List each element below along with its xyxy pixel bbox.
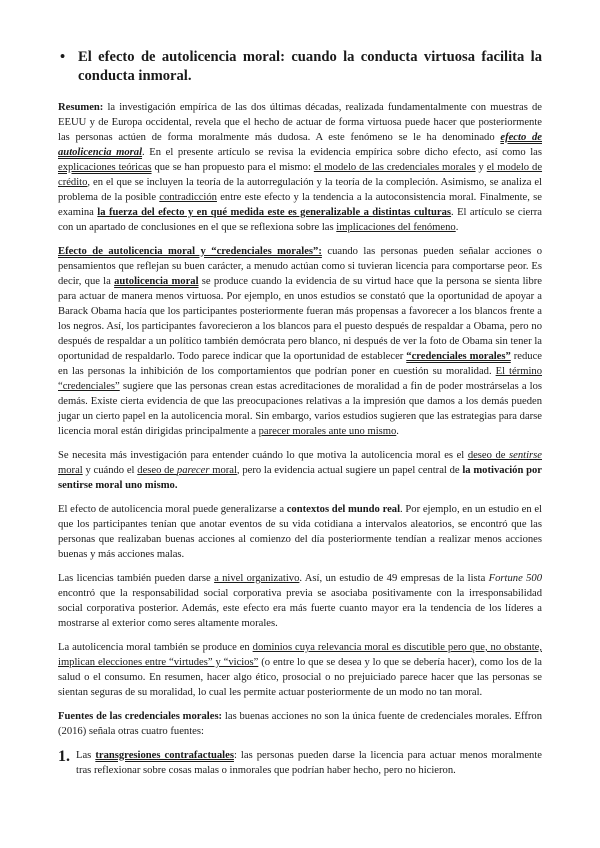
term-credentials: “credenciales morales” bbox=[406, 351, 511, 362]
phenomenon-implications: implicaciones del fenómeno bbox=[336, 222, 456, 233]
virtues-vices-domains: dominios cuya relevancia moral es discutible pero que, no obstante, implican elecciones entre “virtudes” y “vicios” bbox=[58, 642, 542, 668]
term-moral-self-licensing: efecto de autolicencia moral bbox=[58, 132, 542, 158]
desire-feel-moral: deseo de sentirse moral bbox=[58, 450, 543, 476]
effect-strength: la fuerza del efecto y en qué medida este es generalizable a distintas culturas bbox=[97, 207, 452, 218]
term-credentials-note: El término “credenciales” bbox=[58, 366, 543, 392]
document-page bbox=[58, 48, 542, 778]
seem-moral-phrase: parecer morales ante uno mismo bbox=[258, 426, 397, 437]
moral-credentials-model: el modelo de las credenciales morales bbox=[313, 162, 476, 173]
abstract-paragraph: Resumen: la investigación empírica de las dos últimas décadas, realizada fundamentalmente con muestras de EEUU y de Europa occidental, revela que el hecho de actuar de forma virtuosa puede hacer que posteriormente las personas actúen de forma moralmente más dudosa. A este fenómeno se le ha denominado efecto de autolicencia moral. En el presente artículo se revisa la evidencia empírica sobre dicho efecto, así como las explicaciones teóricas que se han propuesto para el mismo: el modelo de las credenciales morales y el modelo de crédito, en el que se incluyen la teoría de la autorregulación y la teoría de la compleción. Asimismo, se analiza el problema de la posible contradicción entre este efecto y la tendencia a la autoconsistencia moral. Finalmente, se examina la fuerza del efecto y en qué medida este es generalizable a distintas culturas. El artículo se cierra con un apartado de conclusiones en el que se reflexiona sobre las implicaciones del fenómeno. bbox=[58, 102, 543, 233]
abstract-label: Resumen: bbox=[58, 102, 104, 113]
credentials-paragraph: Efecto de autolicencia moral y “credenciales morales”: cuando las personas pueden señalar acciones o pensamientos que reflejan su buen carácter, a menudo actúan como si tuvieran licencia para comportarse peor. Es decir, que la autolicencia moral se produce cuando la evidencia de su virtud hace que la persona se sienta libre para actuar de manera menos virtuosa. Por ejemplo, en unos estudios se constató que la oportunidad de apoyar a Barack Obama hacía que los participantes posteriormente fueran más propensas a favorecer a los blancos frente a los negros. Así, los participantes favorecieron a los blancos para el puesto después de respaldar a Obama, pero no después de respaldar a un político también demócrata pero blanco, ni después de ver la foto de Obama sin tener la oportunidad de respaldarlo. Todo parece indicar que la oportunidad de establecer “credenciales morales” reduce en las personas la inhibición de los comportamientos que podrían poner en cuestión su moralidad. El término “credenciales” sugiere que las personas crean estas acreditaciones de moralidad a fin de poder mostrárselas a los demás. Existe cierta evidencia de que las preocupaciones relativas a la impresión que damos a los demás pueden jugar un cierto papel en la autolicencia moral. Sin embargo, varios estudios sugieren que las estrategias para darse licencia moral están dirigidas principalmente a parecer morales ante uno mismo. bbox=[58, 246, 543, 437]
credentials-heading: Efecto de autolicencia moral y “credenciales morales”: bbox=[58, 246, 322, 257]
term-autolicencia: autolicencia moral bbox=[114, 276, 199, 287]
desire-seem-moral: deseo de parecer moral bbox=[137, 465, 237, 476]
bullet-icon: • bbox=[60, 49, 66, 65]
counterfactual-transgressions: transgresiones contrafactuales bbox=[95, 750, 234, 761]
motivation-paragraph: Se necesita más investigación para entender cuándo lo que motiva la autolicencia moral es el deseo de sentirse moral y cuándo el deseo de parecer moral, pero la evidencia actual sugiere un papel central de la motivación por sentirse moral uno mismo. bbox=[58, 450, 543, 491]
sources-paragraph: Fuentes de las credenciales morales: las buenas acciones no son la única fuente de credenciales morales. Effron (2016) señala otras cuatro fuentes: bbox=[58, 711, 542, 737]
title-text: El efecto de autolicencia moral: cuando la conducta virtuosa facilita la conducta inmoral. bbox=[78, 49, 542, 84]
real-world-paragraph: El efecto de autolicencia moral puede generalizarse a contextos del mundo real. Por ejemplo, en un estudio en el que los participantes tenían que anotar eventos de su vida cotidiana a intervalos aleatorios, se encontró que las personas que realizaban buenas acciones al comienzo del día posteriormente tendían a realizar menos acciones buenas y más acciones malas. bbox=[58, 504, 542, 560]
contradiction-term: contradicción bbox=[159, 192, 217, 203]
theoretical-explanations: explicaciones teóricas bbox=[58, 162, 152, 173]
domains-paragraph: La autolicencia moral también se produce en dominios cuya relevancia moral es discutible pero que, no obstante, implican elecciones entre “virtudes” y “vicios” (o entre lo que se desea y lo que se debería hacer), como los de la salud o el consumo. En resumen, hacer algo ético, prosocial o no prejuiciado parece hacer que las personas se sientan seguras de su moralidad, lo cual les permite actuar posteriormente de un modo no tan moral. bbox=[58, 642, 542, 698]
real-world-contexts: contextos del mundo real bbox=[286, 504, 401, 515]
fortune-500: Fortune 500 bbox=[488, 573, 542, 584]
list-item bbox=[58, 748, 542, 778]
credit-model: el modelo de crédito bbox=[58, 162, 543, 188]
sources-heading: Fuentes de las credenciales morales: bbox=[58, 711, 223, 722]
organizational-level: a nivel organizativo bbox=[214, 573, 300, 584]
list-item-text: Las transgresiones contrafactuales: las personas pueden darse la licencia para actuar menos moralmente tras reflexionar sobre cosas malas o inmorales que podrían haber hecho, pero no hicieron. bbox=[76, 750, 542, 776]
organizational-paragraph: Las licencias también pueden darse a nivel organizativo. Así, un estudio de 49 empresas de la lista Fortune 500 encontró que la responsabilidad social corporativa previa se asociaba positivamente con la irresponsabilidad social corporativa posterior. Además, este efecto era más fuerte cuanto mayor era la tendencia de los líderes a mostrarse al exterior como seres altamente morales. bbox=[58, 573, 542, 629]
section-title bbox=[58, 48, 542, 86]
list-number: 1. bbox=[58, 748, 70, 765]
motivation-conclusion: la motivación por sentirse moral uno mismo. bbox=[58, 465, 543, 491]
